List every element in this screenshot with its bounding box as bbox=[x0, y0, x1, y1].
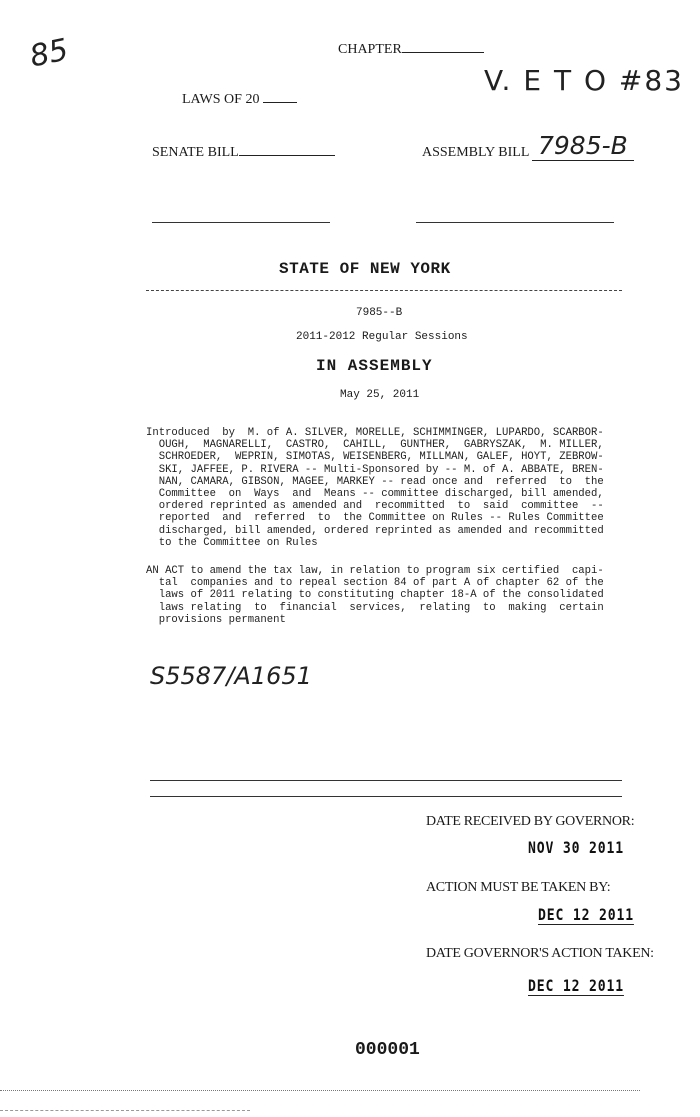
introduced-line: SCHROEDER, WEPRIN, SIMOTAS, WEISENBERG, MILLMAN, GALEF, HOYT, ZEBROW- bbox=[146, 451, 604, 464]
introduced-paragraph bbox=[146, 427, 604, 549]
senate-bill-field bbox=[152, 145, 335, 161]
deadline-label: ACTION MUST BE TAKEN BY: bbox=[426, 880, 611, 895]
assembly-bill-number: 7985-B bbox=[532, 132, 634, 161]
introduced-line: NAN, CAMARA, GIBSON, MAGEE, MARKEY -- read once and referred to the bbox=[146, 475, 604, 488]
assembly-bill-label: ASSEMBLY BILL bbox=[422, 145, 530, 160]
introduced-line: Introduced by M. of A. SILVER, MORELLE, SCHIMMINGER, LUPARDO, SCARBOR- bbox=[146, 427, 604, 439]
signature-line-left bbox=[152, 222, 330, 223]
chapter-label: CHAPTER bbox=[338, 42, 402, 57]
scan-edge-dash bbox=[0, 1110, 250, 1111]
bottom-rule-2 bbox=[150, 796, 622, 797]
act-line: tal companies and to repeal section 84 of part A of chapter 62 of the bbox=[146, 577, 604, 590]
received-date-stamp: NOV 30 2011 bbox=[528, 838, 624, 857]
senate-bill-label: SENATE BILL bbox=[152, 145, 239, 160]
signature-line-right bbox=[416, 222, 614, 223]
laws-field bbox=[182, 92, 297, 108]
session-line: 2011-2012 Regular Sessions bbox=[296, 331, 468, 343]
laws-label: LAWS OF 20 bbox=[182, 92, 260, 107]
introduced-line: Committee on Ways and Means -- committee discharged, bill amended, bbox=[146, 488, 604, 501]
house-title: IN ASSEMBLY bbox=[316, 357, 433, 375]
act-line: laws of 2011 relating to constituting chapter 18-A of the consolidated bbox=[146, 589, 604, 602]
state-title: STATE OF NEW YORK bbox=[279, 260, 451, 278]
title-rule bbox=[146, 290, 622, 291]
chapter-field bbox=[338, 42, 484, 58]
senate-bill-blank bbox=[239, 154, 335, 156]
bottom-rule-1 bbox=[150, 780, 622, 781]
senate-reference-mark: S5587/A1651 bbox=[150, 662, 312, 690]
introduced-line: SKI, JAFFEE, P. RIVERA -- Multi-Sponsored by -- M. of A. ABBATE, BREN- bbox=[146, 463, 604, 476]
laws-blank bbox=[263, 101, 297, 103]
bill-number: 7985--B bbox=[356, 307, 403, 319]
introduced-line: OUGH, MAGNARELLI, CASTRO, CAHILL, GUNTHER, GABRYSZAK, M. MILLER, bbox=[146, 439, 604, 452]
act-line: laws relating to financial services, relating to making certain bbox=[146, 601, 604, 614]
introduced-line: to the Committee on Rules bbox=[146, 536, 318, 549]
act-line: AN ACT to amend the tax law, in relation to program six certified capi- bbox=[146, 565, 604, 577]
act-line: provisions permanent bbox=[146, 613, 286, 626]
veto-mark: V. E T O #83 bbox=[484, 64, 684, 97]
act-paragraph bbox=[146, 565, 604, 626]
action-label: DATE GOVERNOR'S ACTION TAKEN: bbox=[426, 946, 654, 961]
action-date-stamp: DEC 12 2011 bbox=[528, 976, 624, 995]
handwritten-page-mark: 85 bbox=[26, 32, 72, 75]
introduced-line: discharged, bill amended, ordered reprinted as amended and recommitted bbox=[146, 524, 604, 537]
received-label: DATE RECEIVED BY GOVERNOR: bbox=[426, 814, 635, 829]
chapter-blank bbox=[402, 51, 484, 53]
bill-date: May 25, 2011 bbox=[340, 389, 420, 401]
introduced-line: reported and referred to the Committee on Rules -- Rules Committee bbox=[146, 512, 604, 525]
introduced-line: ordered reprinted as amended and recommitted to said committee -- bbox=[146, 500, 604, 513]
assembly-bill-field bbox=[422, 145, 529, 161]
scan-edge-line bbox=[0, 1090, 640, 1091]
deadline-date-stamp: DEC 12 2011 bbox=[538, 905, 634, 924]
page-number: 000001 bbox=[355, 1040, 420, 1060]
